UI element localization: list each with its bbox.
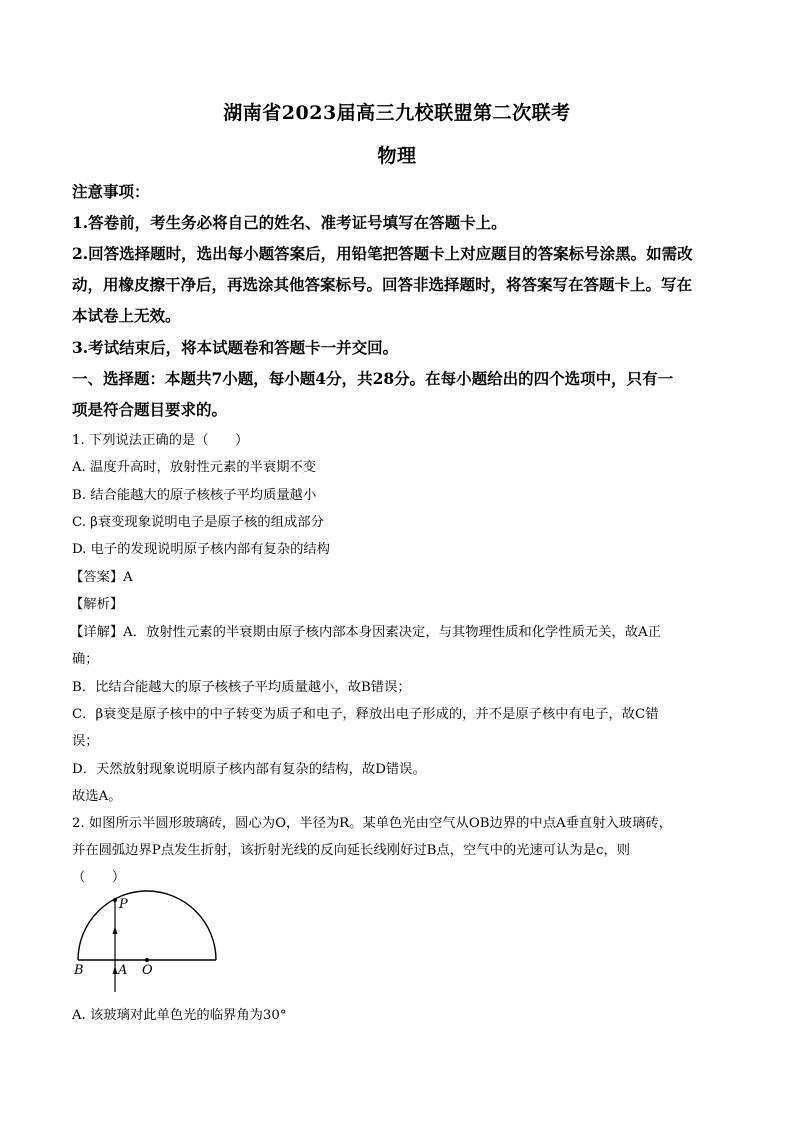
q1-detail-b: B．比结合能越大的原子核核子平均质量越小，故B错误； <box>72 680 411 695</box>
q1-detail-d: D．天然放射现象说明原子核内部有复杂的结构，故D错误。 <box>72 762 426 777</box>
semicircle-glass-diagram <box>68 884 228 1002</box>
ray-arrow-lower <box>113 966 118 974</box>
label-b: B <box>74 963 84 978</box>
q1-stem: 1. 下列说法正确的是（ ） <box>72 433 249 448</box>
notes-item-2-line-1: 2.回答选择题时，选出每小题答案后，用铅笔把答题卡上对应题目的答案标号涂黑。如需改 <box>72 244 693 263</box>
point-o <box>145 958 149 962</box>
q1-conclusion: 故选A。 <box>72 789 122 804</box>
point-p <box>113 898 117 902</box>
q1-option-d: D. 电子的发现说明原子核内部有复杂的结构 <box>72 542 330 557</box>
q1-option-c: C. β衰变现象说明电子是原子核的组成部分 <box>72 515 324 530</box>
q2-stem-line-1: 2. 如图所示半圆形玻璃砖，圆心为O，半径为R。某单色光由空气从OB边界的中点A垂直射入玻璃砖， <box>72 816 672 831</box>
q1-detail-c-line-1: C．β衰变是原子核中的中子转变为质子和电子，释放出电子形成的，并不是原子核中有电子，故C错 <box>72 707 659 722</box>
notes-heading: 注意事项： <box>72 182 150 201</box>
exam-title: 湖南省2023届高三九校联盟第二次联考 <box>223 102 571 124</box>
q2-stem-line-2: 并在圆弧边界P点发生折射，该折射光线的反向延长线刚好过B点，空气中的光速可认为是c，则 <box>72 843 631 858</box>
q1-analysis-label: 【解析】 <box>70 597 124 612</box>
q1-option-b: B. 结合能越大的原子核核子平均质量越小 <box>72 488 317 503</box>
subject-title: 物理 <box>377 145 417 167</box>
q2-option-a: A. 该玻璃对此单色光的临界角为30° <box>72 1008 287 1023</box>
notes-item-3: 3.考试结束后，将本试题卷和答题卡一并交回。 <box>72 338 399 357</box>
q1-detail-line-2: 确； <box>72 652 99 667</box>
ray-arrow-upper <box>113 926 118 934</box>
q1-detail-line-1: 【详解】A．放射性元素的半衰期由原子核内部本身因素决定，与其物理性质和化学性质无关，故A正 <box>70 625 661 640</box>
q1-detail-c-line-2: 误； <box>72 734 99 749</box>
section-1-heading-line-1: 一、选择题：本题共7小题，每小题4分，共28分。在每小题给出的四个选项中，只有一 <box>72 369 674 388</box>
q1-answer: 【答案】A <box>70 570 133 585</box>
label-a: A <box>118 963 128 978</box>
section-1-heading-line-2: 项是符合题目要求的。 <box>72 400 228 419</box>
notes-item-2-line-2: 动，用橡皮擦干净后，再选涂其他答案标号。回答非选择题时，将答案写在答题卡上。写在 <box>72 275 693 294</box>
label-p: P <box>119 897 128 912</box>
q2-stem-line-3: （ ） <box>72 870 126 885</box>
notes-item-1: 1.答卷前，考生务必将自己的姓名、准考证号填写在答题卡上。 <box>72 213 507 232</box>
q1-option-a: A. 温度升高时，放射性元素的半衰期不变 <box>72 460 317 475</box>
semicircle-arc <box>78 891 216 960</box>
notes-item-2-line-3: 本试卷上无效。 <box>72 306 181 325</box>
label-o: O <box>142 963 153 978</box>
